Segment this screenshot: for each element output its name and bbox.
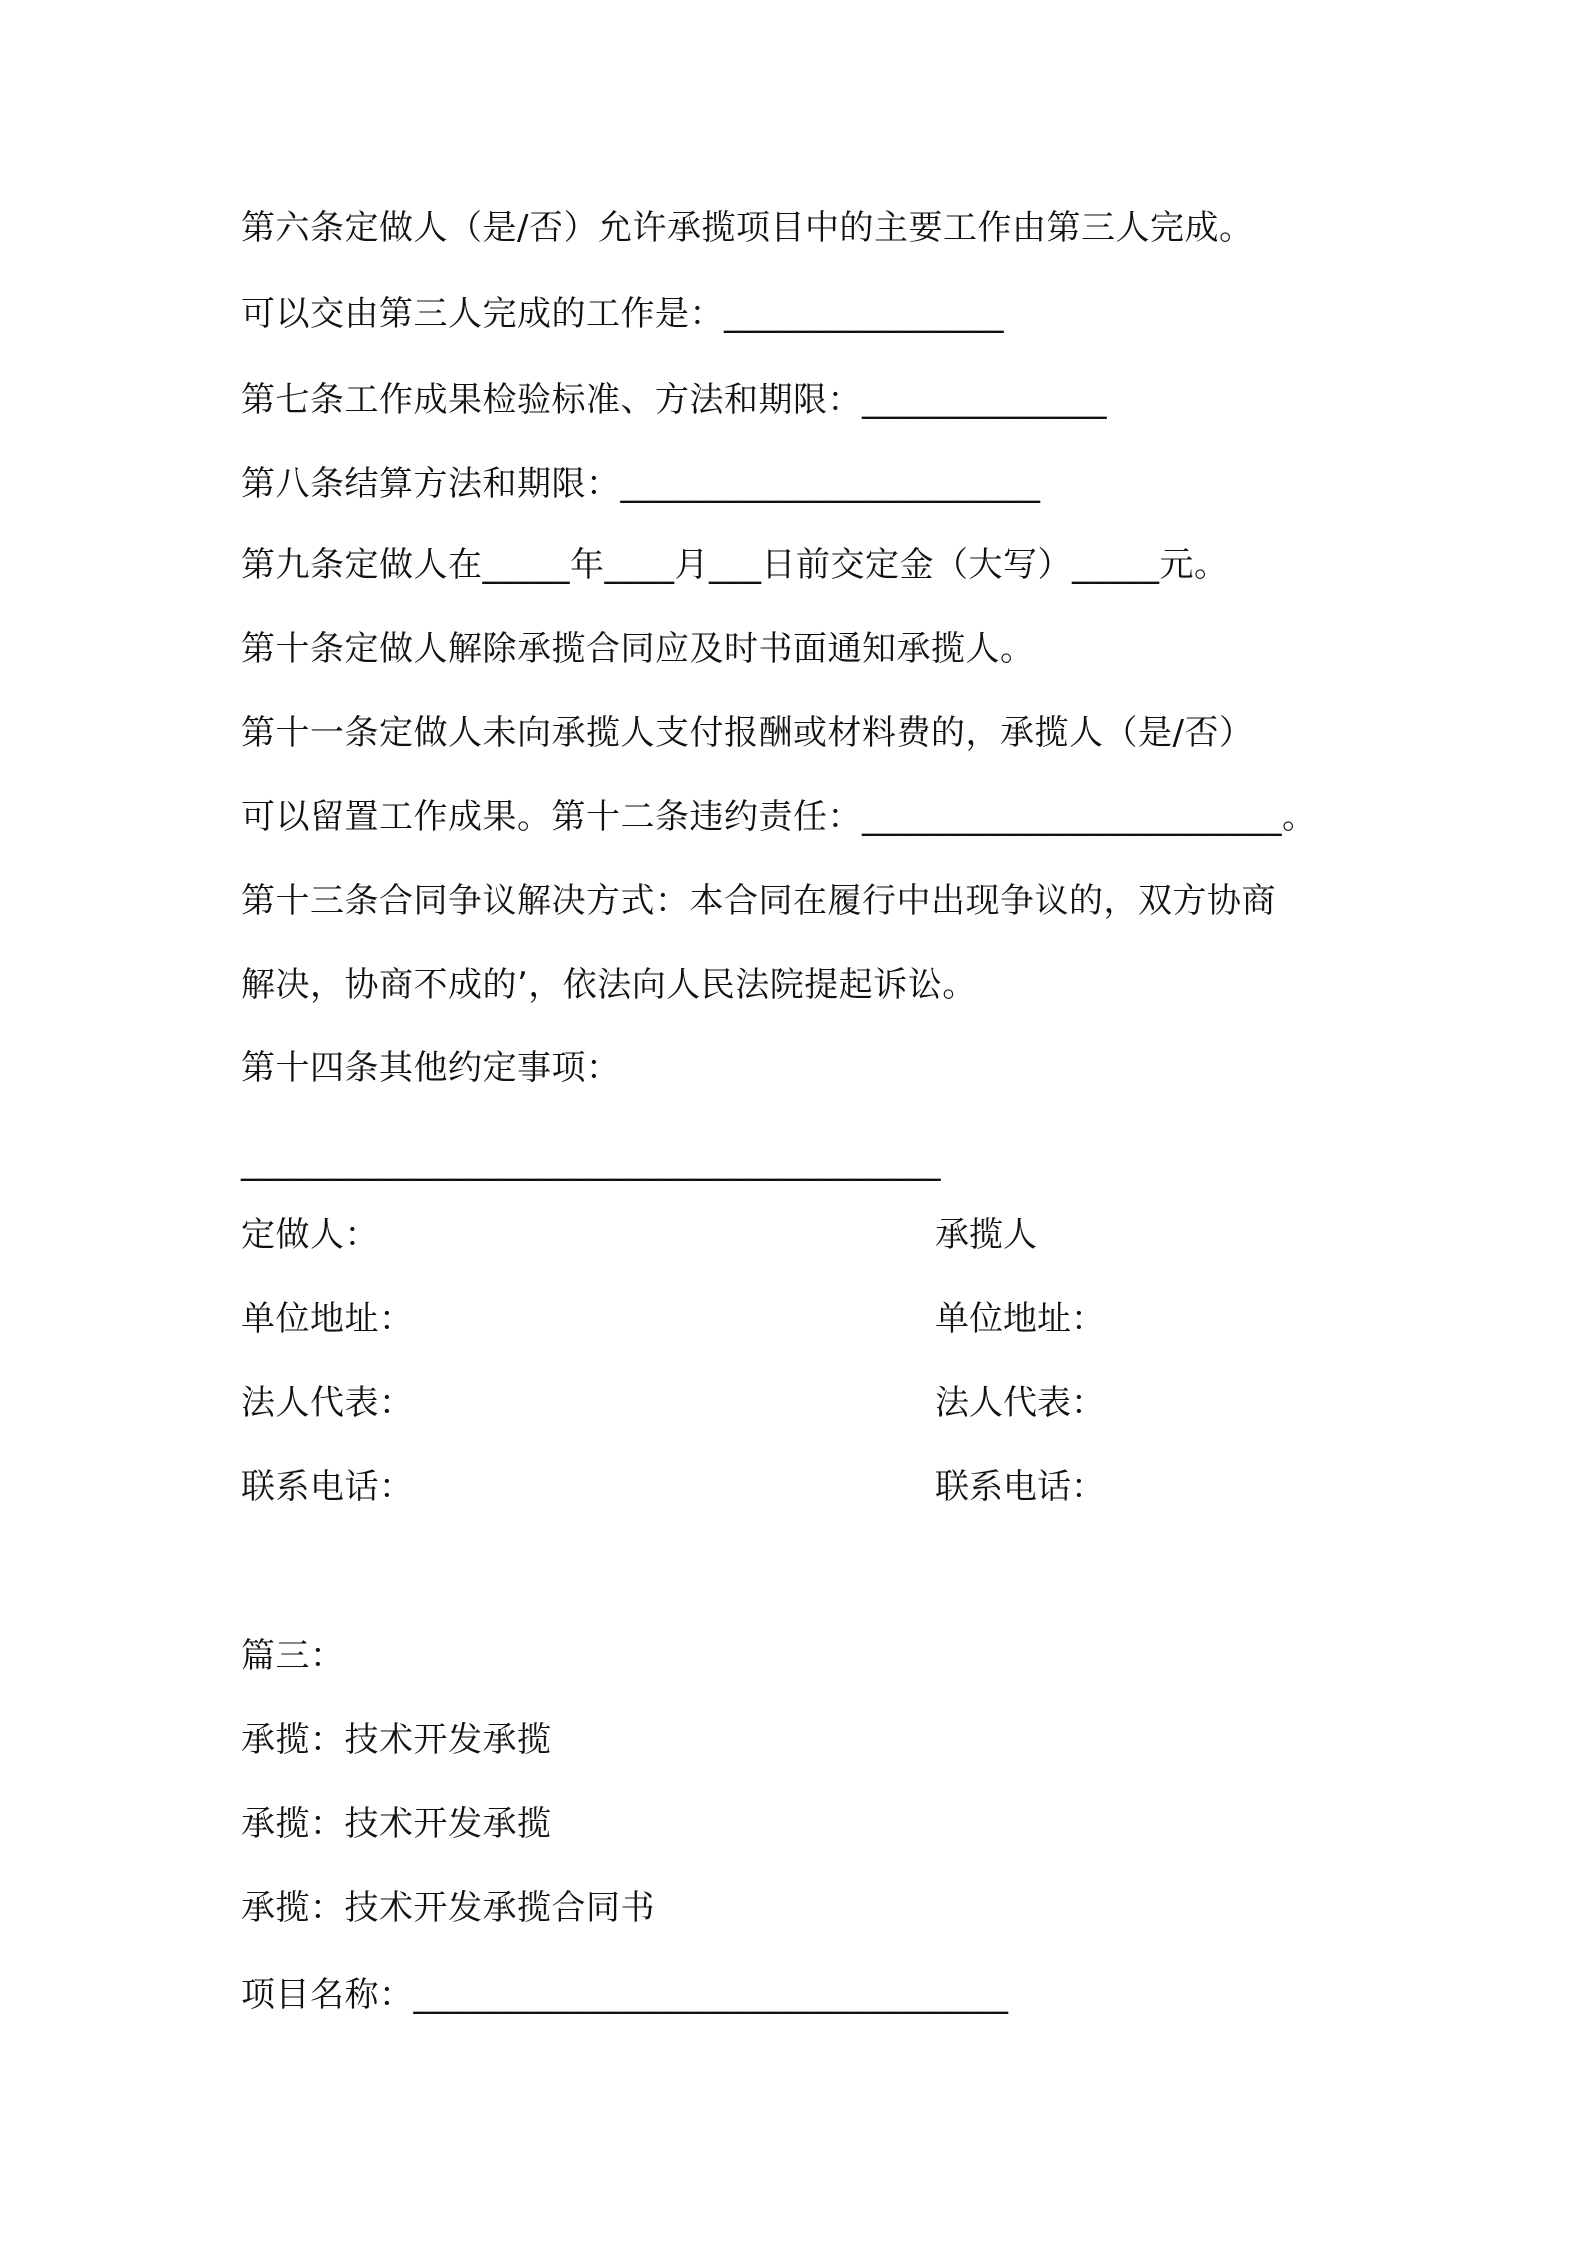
contract-line-2: 承揽：技术开发承揽 xyxy=(241,1804,552,1844)
section-3-heading: 篇三： xyxy=(241,1636,345,1676)
contract-line-1: 承揽：技术开发承揽 xyxy=(241,1720,552,1760)
article-11-line-1: 第十一条定做人未向承揽人支付报酬或材料费的，承揽人（是/否） xyxy=(241,713,1254,753)
article-14-blank: ________________________________________ xyxy=(241,1142,941,1182)
client-address-label: 单位地址： xyxy=(241,1299,414,1339)
article-6-line-2: 可以交由第三人完成的工作是：________________ xyxy=(241,294,1004,334)
article-14: 第十四条其他约定事项： xyxy=(241,1048,621,1088)
contract-title: 承揽：技术开发承揽合同书 xyxy=(241,1888,655,1928)
contractor-label: 承揽人 xyxy=(935,1215,1037,1255)
article-9: 第九条定做人在_____年____月___日前交定金（大写）_____元。 xyxy=(241,545,1229,585)
contractor-phone-label: 联系电话： xyxy=(935,1467,1105,1507)
contractor-rep-label: 法人代表： xyxy=(935,1383,1105,1423)
contractor-address-label: 单位地址： xyxy=(935,1299,1105,1339)
article-10: 第十条定做人解除承揽合同应及时书面通知承揽人。 xyxy=(241,629,1035,669)
client-rep-label: 法人代表： xyxy=(241,1383,414,1423)
article-8: 第八条结算方法和期限：________________________ xyxy=(241,464,1041,504)
project-name: 项目名称：__________________________________ xyxy=(241,1975,1009,2015)
article-13-line-1: 第十三条合同争议解决方式：本合同在履行中出现争议的，双方协商 xyxy=(241,881,1276,921)
article-7: 第七条工作成果检验标准、方法和期限：______________ xyxy=(241,380,1107,420)
article-13-line-2: 解决，协商不成的’，依法向人民法院提起诉讼。 xyxy=(241,965,977,1005)
article-11-12-line: 可以留置工作成果。第十二条违约责任：________________________。 xyxy=(241,797,1317,837)
article-6-line-1: 第六条定做人（是/否）允许承揽项目中的主要工作由第三人完成。 xyxy=(241,208,1254,248)
client-phone-label: 联系电话： xyxy=(241,1467,414,1507)
client-label: 定做人： xyxy=(241,1215,379,1255)
